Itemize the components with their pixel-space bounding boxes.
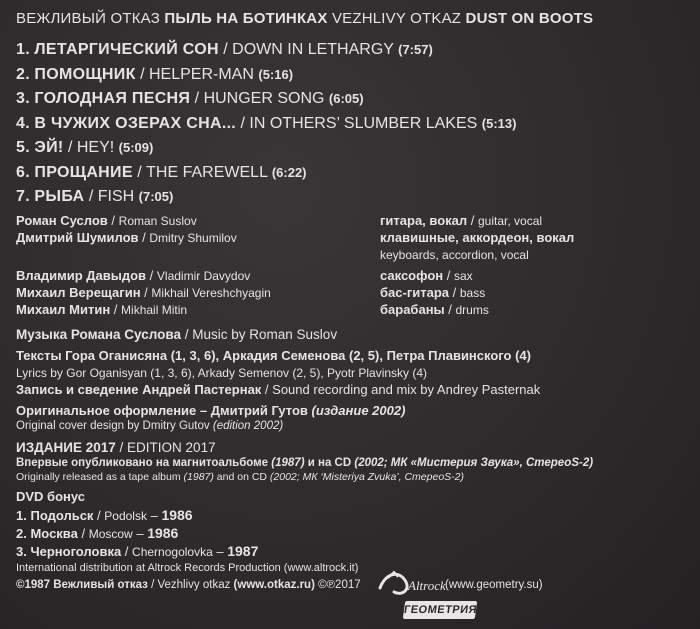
track-item: 3. ГОЛОДНАЯ ПЕСНЯ / HUNGER SONG (6:05) <box>16 90 364 107</box>
track-title-en: DOWN IN LETHARGY <box>232 41 394 58</box>
musician-row: Дмитрий Шумилов / Dmitry Shumilov клавишные, аккордеон, вокал <box>16 229 575 245</box>
musician-row: Роман Суслов / Roman Suslov гитара, вокал / guitar, vocal <box>16 212 543 228</box>
album-header <box>16 8 692 30</box>
track-title-en: FISH <box>97 188 135 205</box>
musicians-list <box>16 212 692 318</box>
altrock-logo-text: Altrock <box>408 578 446 593</box>
musician-row: Владимир Давыдов / Vladimir Davydov саксофон / sax <box>16 267 473 283</box>
track-duration: (5:16) <box>258 66 294 82</box>
dvd-item: 1. Подольск / Podolsk – 1986 <box>16 506 193 523</box>
track-title-ru: ГОЛОДНАЯ ПЕСНЯ <box>34 90 191 107</box>
dvd-item: 2. Москва / Moscow – 1986 <box>16 524 179 541</box>
dvd-title: DVD бонус <box>16 488 86 504</box>
lyrics-credit-en: Lyrics by Gor Oganisyan (1, 3, 6), Arkady Semenov (2, 5), Pyotr Plavinsky (4) <box>16 365 428 380</box>
dvd-item: 3. Черноголовка / Chernogolovka – 1987 <box>16 542 259 559</box>
design-credit-ru: Оригинальное оформление – Дмитрий Гутов (издание 2002) <box>16 402 406 418</box>
edition-info <box>16 439 692 484</box>
track-title-ru: ПРОЩАНИЕ <box>34 163 133 181</box>
track-item: 4. В ЧУЖИХ ОЗЕРАХ СНА... / IN OTHERS’ SLUMBER LAKES (5:13) <box>16 114 517 132</box>
track-title-en: HUNGER SONG <box>203 90 325 107</box>
dvd-bonus <box>16 488 692 560</box>
edition-title: ИЗДАНИЕ 2017 / EDITION 2017 <box>16 439 216 455</box>
track-title-ru: В ЧУЖИХ ОЗЕРАХ СНА... <box>34 114 237 132</box>
artist-ru: ВЕЖЛИВЫЙ ОТКАЗ <box>16 10 160 27</box>
track-title-en: IN OTHERS’ SLUMBER LAKES <box>249 114 478 132</box>
track-duration: (7:57) <box>398 42 433 57</box>
track-duration: (6:22) <box>271 164 307 180</box>
release-history-ru: Впервые опубликовано на магнитоальбоме (1987) и на CD (2002; МК «Мистерия Звука», СтереоS-2) <box>16 456 594 469</box>
tracklist <box>16 38 692 210</box>
track-item: 1. ЛЕТАРГИЧЕСКИЙ СОН / DOWN IN LETHARGY (7:57) <box>16 41 433 58</box>
track-duration: (5:09) <box>118 140 154 155</box>
track-item: 5. ЭЙ! / HEY! (5:09) <box>16 139 154 156</box>
musician-row-continued: keyboards, accordion, vocal <box>380 247 529 262</box>
track-item: 6. ПРОЩАНИЕ / THE FAREWELL (6:22) <box>16 163 307 181</box>
cd-back-cover <box>16 8 692 594</box>
musician-row: Михаил Верещагин / Mikhail Vereshchyagin бас-гитара / bass <box>16 284 486 300</box>
album-title-ru: ПЫЛЬ НА БОТИНКАХ <box>164 10 328 27</box>
album-title-en: DUST ON BOOTS <box>465 10 594 27</box>
track-title-ru: ЭЙ! <box>34 139 64 156</box>
track-title-ru: ПОМОЩНИК <box>34 65 136 83</box>
artist-en: VEZHLIVY OTKAZ <box>331 10 462 27</box>
track-item: 2. ПОМОЩНИК / HELPER-MAN (5:16) <box>16 65 294 83</box>
altrock-logo <box>372 566 492 602</box>
musician-row: Михаил Митин / Mikhail Mitin барабаны / drums <box>16 301 489 317</box>
track-title-ru: ЛЕТАРГИЧЕСКИЙ СОН <box>34 41 219 58</box>
design-credit-en: Original cover design by Dmitry Gutov (edition 2002) <box>16 419 284 432</box>
recording-credit: Запись и сведение Андрей Пастернак / Sound recording and mix by Andrey Pasternak <box>16 381 541 397</box>
track-title-ru: РЫБА <box>34 188 85 205</box>
track-duration: (7:05) <box>138 189 174 204</box>
geometria-logo: ГЕОМЕТРИЯ <box>403 601 478 619</box>
lyrics-credit-ru: Тексты Гора Оганисяна (1, 3, 6), Аркадия Семенова (2, 5), Петра Плавинского (4) <box>16 347 531 363</box>
track-title-en: HELPER-MAN <box>149 65 254 83</box>
track-title-en: HEY! <box>76 139 115 156</box>
release-history-en: Originally released as a tape album (1987) and on CD (2002; МК ‘Misteriya Zvuka’, СтереоS-2) <box>16 470 465 483</box>
track-title-en: THE FAREWELL <box>146 163 268 181</box>
copyright-line: ©1987 Вежливый отказ / Vezhlivy otkaz (www.otkaz.ru) ©℗2017 (www.geometry.su) <box>16 578 543 591</box>
music-credit: Музыка Романа Суслова / Music by Roman Suslov <box>16 326 338 342</box>
production-credits <box>16 326 692 433</box>
track-duration: (5:13) <box>481 115 517 131</box>
track-duration: (6:05) <box>328 91 364 106</box>
track-item: 7. РЫБА / FISH (7:05) <box>16 188 174 205</box>
distribution-note: International distribution at Altrock Records Production (www.altrock.it) <box>16 561 359 574</box>
